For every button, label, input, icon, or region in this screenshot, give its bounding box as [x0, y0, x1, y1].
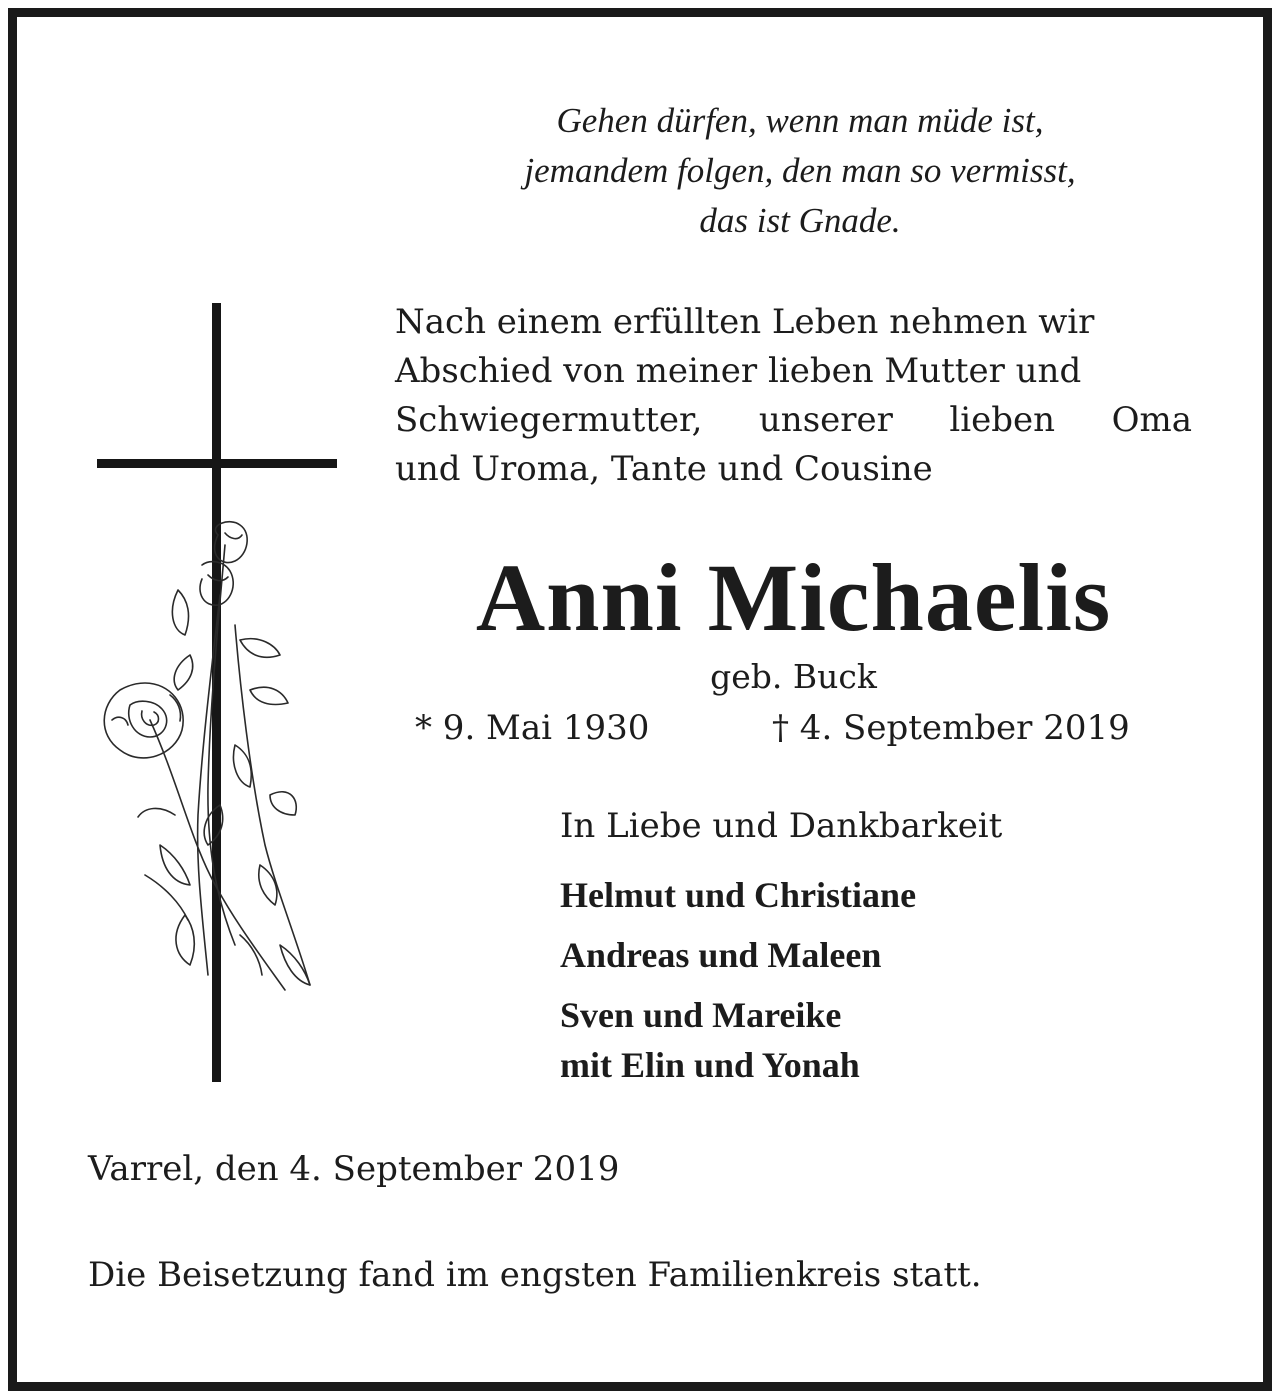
- mourner-name: Helmut und Christiane: [560, 875, 917, 915]
- poem-quote: [390, 96, 1210, 246]
- cross-beam: [97, 459, 337, 468]
- mourner-name: Andreas und Maleen: [560, 935, 882, 975]
- poem-line: Gehen dürfen, wenn man müde ist,: [556, 101, 1044, 140]
- mourner-name: mit Elin und Yonah: [560, 1045, 860, 1085]
- rose-illustration-icon: [90, 515, 330, 1005]
- intro-line: Abschied von meiner lieben Mutter und: [395, 351, 1082, 391]
- place-date: Varrel, den 4. September 2019: [88, 1149, 620, 1189]
- thanks-line: In Liebe und Dankbarkeit: [560, 806, 1003, 846]
- intro-line: Schwiegermutter, unserer lieben Oma: [395, 400, 1192, 440]
- mourner-list: [560, 870, 916, 1090]
- deceased-name: Anni Michaelis: [475, 544, 1112, 651]
- intro-line: und Uroma, Tante und Cousine: [395, 449, 933, 489]
- intro-text: [395, 298, 1192, 494]
- mourner-name: Sven und Mareike: [560, 995, 842, 1035]
- burial-note: Die Beisetzung fand im engsten Familienkreis statt.: [88, 1255, 982, 1295]
- death-date: † 4. September 2019: [772, 708, 1130, 748]
- birth-date: * 9. Mai 1930: [415, 708, 650, 748]
- poem-line: das ist Gnade.: [699, 201, 901, 240]
- intro-line: Nach einem erfüllten Leben nehmen wir: [395, 302, 1095, 342]
- poem-line: jemandem folgen, den man so vermisst,: [524, 151, 1076, 190]
- maiden-name: geb. Buck: [710, 657, 877, 696]
